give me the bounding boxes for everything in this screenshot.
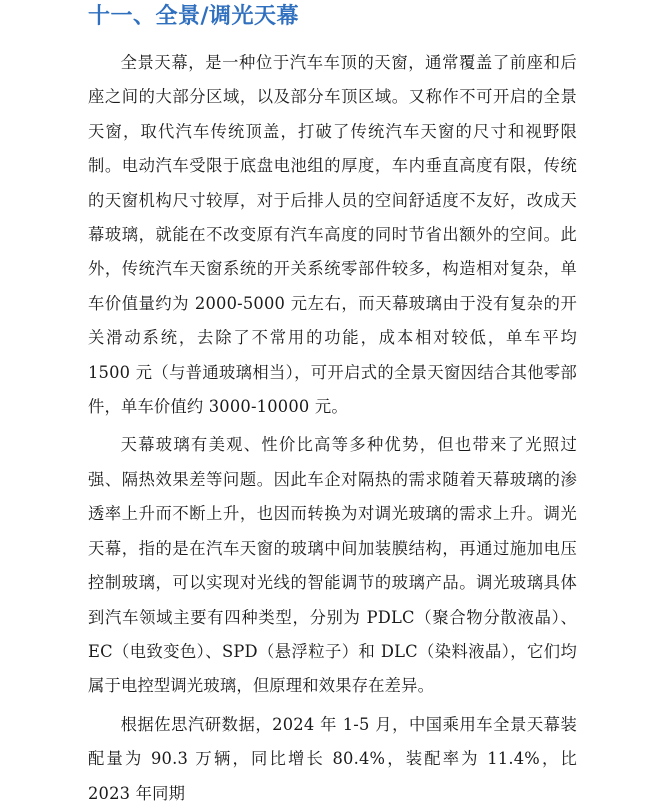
body-paragraph-3: 根据佐思汽研数据，2024 年 1-5 月，中国乘用车全景天幕装配量为 90.3 万辆，同比增长 80.4%，装配率为 11.4%，比 2023 年同期	[88, 714, 577, 803]
body-paragraph-1: 全景天幕，是一种位于汽车车顶的天窗，通常覆盖了前座和后座之间的大部分区域，以及部分车顶区域。又称作不可开启的全景天窗，取代汽车传统顶盖，打破了传统汽车天窗的尺寸和视野限制。电动汽车受限于底盘电池组的厚度，车内垂直高度有限，传统的天窗机构尺寸较厚，对于后排人员的空间舒适度不友好，改成天幕玻璃，就能在不改变原有汽车高度的同时节省出额外的空间。此外，传统汽车天窗系统的开关系统零部件较多，构造相对复杂，单车价值量约为 2000-5000 元左右，而天幕玻璃由于没有复杂的开关滑动系统，去除了不常用的功能，成本相对较低，单车平均 1500 元（与普通玻璃相当），可开启式的全景天窗因结合其他零部件，单车价值约 3000-10000 元。	[88, 53, 577, 417]
body-paragraph-2: 天幕玻璃有美观、性价比高等多种优势，但也带来了光照过强、隔热效果差等问题。因此车企对隔热的需求随着天幕玻璃的渗透率上升而不断上升，也因而转换为对调光玻璃的需求上升。调光天幕，指的是在汽车天窗的玻璃中间加装膜结构，再通过施加电压控制玻璃，可以实现对光线的智能调节的玻璃产品。调光玻璃具体到汽车领域主要有四种类型，分别为 PDLC（聚合物分散液晶）、 EC（电致变色）、SPD（悬浮粒子）和 DLC（染料液晶），它们均属于电控型调光玻璃，但原理和效果存在差异。	[88, 435, 577, 696]
section-heading: 十一、全景/调光天幕	[88, 4, 300, 29]
